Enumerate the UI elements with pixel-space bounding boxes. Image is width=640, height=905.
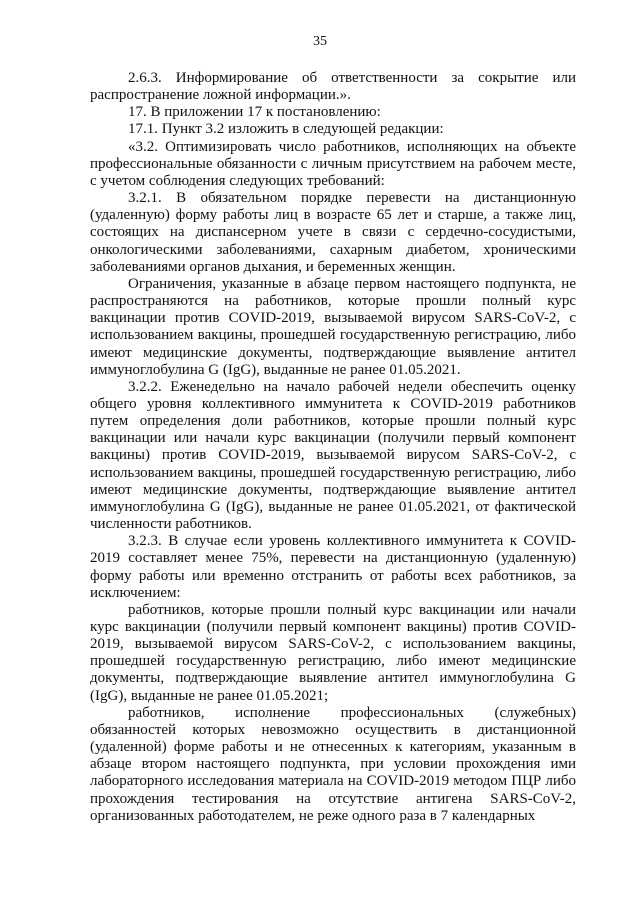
paragraph-3-2-3: 3.2.3. В случае если уровень коллективного иммунитета к COVID-2019 составляет менее 75%, перевести на дистанционную (удаленную) форму работы или временно отстранить от работы всех работников, за исключением:	[90, 533, 576, 601]
paragraph-3-2: «3.2. Оптимизировать число работников, исполняющих на объекте профессиональные обязанности с личным присутствием на рабочем месте, с учетом соблюдения следующих требований:	[90, 138, 576, 189]
document-body	[90, 70, 576, 825]
paragraph-3-2-1: 3.2.1. В обязательном порядке перевести на дистанционную (удаленную) форму работы лиц в возрасте 65 лет и старше, а также лиц, состоящих на диспансерном учете в связи с сердечно-сосудистыми, онкологическими заболеваниями, сахарным диабетом, хроническими заболеваниями органов дыхания, и беременных женщин.	[90, 190, 576, 275]
paragraph-17-1: 17.1. Пункт 3.2 изложить в следующей редакции:	[128, 121, 444, 138]
paragraph-2-6-3: 2.6.3. Информирование об ответственности за сокрытие или распространение ложной информации.».	[90, 70, 576, 104]
paragraph-exception-vaccinated: работников, которые прошли полный курс вакцинации или начали курс вакцинации (получили первый компонент вакцины) против COVID-2019, вызываемой вирусом SARS-CoV-2, с использованием вакцины, прошедшей государственную регистрацию, либо имеют медицинские документы, подтверждающие выявление антител иммуноглобулина G (IgG), выданные не ранее 01.05.2021;	[90, 601, 576, 704]
paragraph-17: 17. В приложении 17 к постановлению:	[128, 104, 381, 121]
paragraph-3-2-2: 3.2.2. Еженедельно на начало рабочей недели обеспечить оценку общего уровня коллективного иммунитета к COVID-2019 работников путем определения доли работников, которые прошли полный курс вакцинации или начали курс вакцинации (получили первый компонент вакцины) против COVID-2019, вызываемой вирусом SARS-CoV-2, с использованием вакцины, прошедшей государственную регистрацию, либо имеют медицинские документы, подтверждающие выявление антител иммуноглобулина G (IgG), выданные не ранее 01.05.2021, от фактической численности работников.	[90, 378, 576, 533]
paragraph-restrictions: Ограничения, указанные в абзаце первом настоящего подпункта, не распространяются на работников, которые прошли полный курс вакцинации против COVID-2019, вызываемой вирусом SARS-CoV-2, с использованием вакцины, прошедшей государственную регистрацию, либо имеют медицинские документы, подтверждающие выявление антител иммуноглобулина G (IgG), выданные не ранее 01.05.2021.	[90, 275, 576, 378]
page-number: 35	[313, 34, 327, 49]
paragraph-exception-essential: работников, исполнение профессиональных (служебных) обязанностей которых невозможно осуществить в дистанционной (удаленной) форме работы и не отнесенных к категориям, указанным в абзаце втором настоящего подпункта, при условии прохождения ими лабораторного исследования материала на COVID-2019 методом ПЦР либо прохождения тестирования на отсутствие антигена SARS-CoV-2, организованных работодателем, не реже одного раза в 7 календарных	[90, 704, 576, 824]
